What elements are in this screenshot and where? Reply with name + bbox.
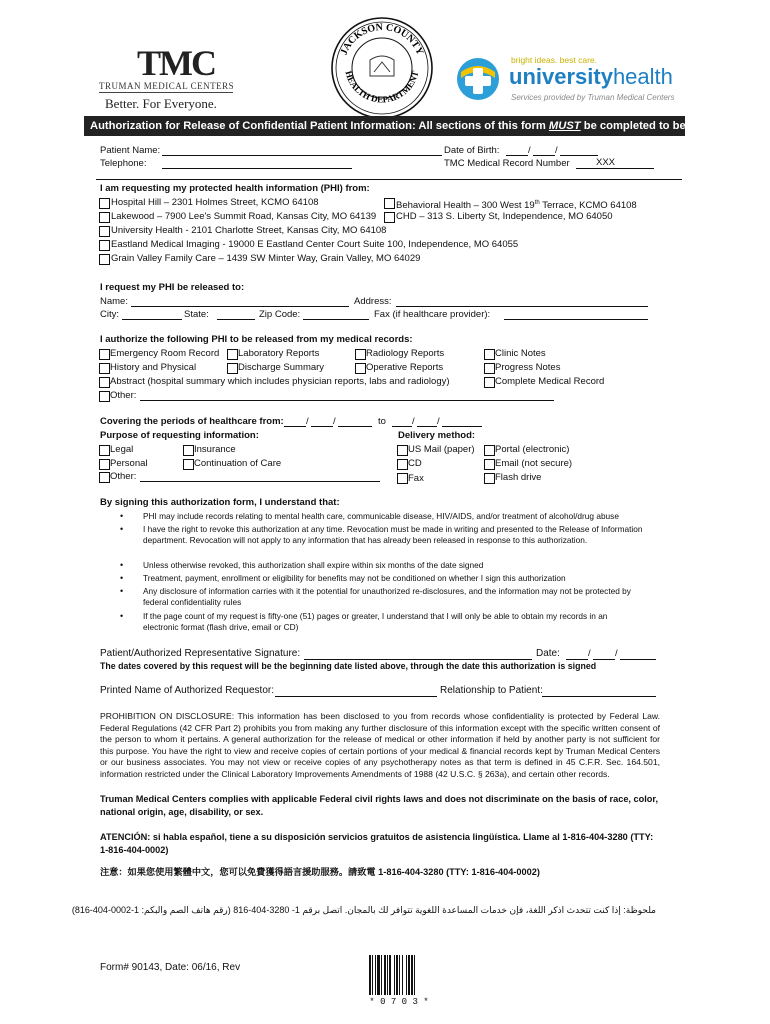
delivery-us-mail: US Mail (paper) — [408, 444, 475, 455]
dob-month-field[interactable] — [506, 155, 528, 156]
barcode-bar — [399, 955, 400, 995]
barcode-bar — [396, 955, 398, 995]
us-mail-checkbox[interactable] — [397, 445, 408, 456]
behavioral-health-checkbox[interactable] — [384, 198, 395, 209]
understand-bullet-1: PHI may include records relating to mental health care, communicable disease, HIV/AIDS, and/or treatment of alcohol/drug abuse — [143, 511, 619, 521]
purpose-heading: Purpose of requesting information: — [100, 430, 259, 441]
release-city-label: City: — [100, 309, 119, 320]
uh-tagline: bright ideas. best care. — [511, 55, 597, 65]
location-lakewood: Lakewood – 7900 Lee's Summit Road, Kansas City, MO 64139 — [111, 211, 377, 222]
tmc-mark: TMC — [137, 43, 215, 83]
banner-tail: be completed to be valid — [580, 120, 715, 132]
release-to-heading: I request my PHI be released to: — [100, 282, 245, 293]
legal-checkbox[interactable] — [99, 445, 110, 456]
period-from-day[interactable] — [311, 426, 333, 427]
purpose-insurance: Insurance — [194, 444, 236, 455]
barcode-bar — [414, 955, 415, 995]
portal-checkbox[interactable] — [484, 445, 495, 456]
release-zip-label: Zip Code: — [259, 309, 301, 320]
release-state-field[interactable] — [217, 319, 255, 320]
phi-er-record: Emergency Room Record — [110, 348, 220, 359]
purpose-legal: Legal — [110, 444, 134, 455]
location-chd: CHD – 313 S. Liberty St, Independence, MO 64050 — [396, 211, 613, 222]
tmc-rule — [99, 92, 233, 93]
discharge-summary-checkbox[interactable] — [227, 363, 238, 374]
delivery-email: Email (not secure) — [495, 458, 573, 469]
purpose-personal: Personal — [110, 458, 148, 469]
bh-sup: th — [534, 200, 540, 206]
signature-date-year[interactable] — [620, 659, 656, 660]
dob-day-field[interactable] — [533, 155, 555, 156]
section-divider — [96, 179, 682, 180]
bullet-dot: • — [120, 511, 124, 521]
uh-plus-icon — [455, 56, 501, 102]
delivery-flash-drive: Flash drive — [495, 472, 542, 483]
understand-bullet-2: I have the right to revoke this authorization at any time. Revocation must be made in writing and presented to the Release of Information department. Revocation will not apply to any information that has already been released in response to this authorization. — [143, 524, 643, 546]
barcode-bar — [387, 955, 388, 995]
location-grain-valley: Grain Valley Family Care – 1439 SW Minter Way, Grain Valley, MO 64029 — [111, 253, 421, 264]
delivery-heading: Delivery method: — [398, 430, 476, 441]
dob-label: Date of Birth: — [444, 145, 500, 156]
release-zip-field[interactable] — [303, 319, 369, 320]
lakewood-checkbox[interactable] — [99, 212, 110, 223]
seal-bottom-text: HEALTH DEPARTMENT — [343, 69, 421, 105]
location-eastland: Eastland Medical Imaging - 19000 E Eastland Center Court Suite 100, Independence, MO 64055 — [111, 239, 519, 250]
barcode-bar — [406, 955, 407, 995]
barcode-bar — [377, 955, 380, 995]
health-department-seal — [330, 16, 434, 120]
patient-name-field[interactable] — [162, 155, 442, 156]
location-behavioral-health — [396, 197, 637, 212]
periods-label: Covering the periods of healthcare from: — [100, 416, 284, 427]
complete-record-checkbox[interactable] — [484, 377, 495, 388]
barcode — [368, 955, 430, 995]
personal-checkbox[interactable] — [99, 459, 110, 470]
hospital-hill-checkbox[interactable] — [99, 198, 110, 209]
civil-rights-notice: Truman Medical Centers complies with applicable Federal civil rights laws and does not discriminate on the basis of race, color, national origin, age, disability, or sex. — [100, 794, 659, 817]
barcode-text: * 0 7 0 3 * — [369, 997, 429, 1007]
telephone-label: Telephone: — [100, 158, 147, 169]
release-name-label: Name: — [100, 296, 128, 307]
bullet-dot: • — [120, 586, 124, 596]
release-address-label: Address: — [354, 296, 392, 307]
bullet-dot: • — [120, 611, 124, 621]
arabic-notice: ملحوظة: إذا كنت تتحدث اذكر اللغة، فإن خدمات المساعدة اللغوية تتوافر لك بالمجان. اتصل برقم 1- 3280-404-816 (رقم هاتف الصم والبكم: 1-0002-404-816) — [71, 905, 656, 915]
barcode-bar — [408, 955, 410, 995]
form-number: Form# 90143, Date: 06/16, Rev — [100, 962, 241, 973]
telephone-field[interactable] — [162, 168, 352, 169]
uh-wordmark-rest: health — [612, 64, 673, 89]
prohibition-text: PROHIBITION ON DISCLOSURE: This information has been disclosed to you from records whose confidentiality is protected by Federal Law. Federal Regulations (42 CFR Part 2) prohibits you from making any further disclosure of this information except with the specific written consent of the person to whom it pertains. A general authorization for the release of medical or other information if held by another party is not sufficient for this purpose. You have the right to view and receive copies of certain portions of your medical & financial records kept by Truman Medical Centers or our business associates. You may not view or receive copies of any psychotherapy notes as that term is defined in 45 C.F.R. Sec. 164.501, information restricted under the Clinical Laboratory Improvements Amendments of 1988 (42 U.S.C. § 263a), and certain other records. — [100, 711, 660, 779]
operative-reports-checkbox[interactable] — [355, 363, 366, 374]
period-to-day[interactable] — [417, 426, 437, 427]
release-city-field[interactable] — [122, 319, 182, 320]
understand-bullet-6: If the page count of my request is fifty-one (51) pages or greater, I understand that I will only be able to obtain my records in an electronic format (flash drive, email or CD) — [143, 611, 608, 633]
relationship-label: Relationship to Patient: — [440, 685, 543, 696]
phi-radiology: Radiology Reports — [366, 348, 445, 359]
signature-date-label: Date: — [536, 648, 560, 659]
cd-checkbox[interactable] — [397, 459, 408, 470]
barcode-bar — [384, 955, 386, 995]
printed-name-label: Printed Name of Authorized Requestor: — [100, 685, 274, 696]
bh-text: Behavioral Health – 300 West 19 — [396, 200, 535, 212]
signature-label: Patient/Authorized Representative Signature: — [100, 648, 301, 659]
phi-clinic-notes: Clinic Notes — [495, 348, 546, 359]
continuation-care-checkbox[interactable] — [183, 459, 194, 470]
barcode-bar — [394, 955, 395, 995]
chd-checkbox[interactable] — [384, 212, 395, 223]
radiology-checkbox[interactable] — [355, 349, 366, 360]
release-state-label: State: — [184, 309, 209, 320]
location-university-health: University Health - 2101 Charlotte Street, Kansas City, MO 64108 — [111, 225, 387, 236]
lab-reports-checkbox[interactable] — [227, 349, 238, 360]
bh-tail: Terrace, KCMO 64108 — [539, 200, 637, 212]
release-address-field[interactable] — [396, 306, 648, 307]
understand-bullet-4: Treatment, payment, enrollment or eligibility for benefits may not be conditioned on whether I sign this authorization — [143, 573, 566, 583]
period-from-year[interactable] — [338, 426, 372, 427]
university-health-checkbox[interactable] — [99, 226, 110, 237]
uh-subtitle: Services provided by Truman Medical Centers — [511, 93, 675, 102]
release-fax-label: Fax (if healthcare provider): — [374, 309, 491, 320]
period-sep-2: / — [333, 416, 336, 427]
period-sep-1: / — [306, 416, 309, 427]
period-to-label: to — [378, 416, 386, 427]
uh-wordmark-bold: university — [509, 64, 613, 89]
phi-operative-reports: Operative Reports — [366, 362, 444, 373]
abstract-checkbox[interactable] — [99, 377, 110, 388]
phi-history-physical: History and Physical — [110, 362, 197, 373]
dob-year-field[interactable] — [560, 155, 598, 156]
relationship-field[interactable] — [542, 696, 656, 697]
understand-bullet-3: Unless otherwise revoked, this authorization shall expire within six months of the date signed — [143, 560, 484, 570]
barcode-bar — [372, 955, 373, 995]
release-name-field[interactable] — [131, 306, 349, 307]
mrn-label: TMC Medical Record Number — [444, 158, 570, 169]
locations-heading: I am requesting my protected health information (PHI) from: — [100, 183, 370, 194]
banner-lead: Authorization for Release of Confidential Patient Information: All sections of this form — [90, 120, 549, 132]
seal-top-text: JACKSON COUNTY — [338, 21, 426, 57]
release-fax-field[interactable] — [504, 319, 648, 320]
banner-must: MUST — [548, 120, 581, 132]
period-to-year[interactable] — [442, 426, 482, 427]
phi-discharge-summary: Discharge Summary — [238, 362, 325, 373]
purpose-continuation: Continuation of Care — [194, 458, 282, 469]
phi-progress-notes: Progress Notes — [495, 362, 561, 373]
delivery-portal: Portal (electronic) — [495, 444, 570, 455]
email-checkbox[interactable] — [484, 459, 495, 470]
understand-bullet-5: Any disclosure of information carries with it the potential for unauthorized re-disclosures, and the information may not be protected by federal confidentiality rules — [143, 586, 631, 608]
barcode-bar — [369, 955, 371, 995]
period-to-month[interactable] — [392, 426, 412, 427]
insurance-checkbox[interactable] — [183, 445, 194, 456]
phi-other-field[interactable] — [140, 400, 554, 401]
university-health-logo — [455, 52, 675, 112]
progress-notes-checkbox[interactable] — [484, 363, 495, 374]
bullet-dot: • — [120, 524, 124, 534]
clinic-notes-checkbox[interactable] — [484, 349, 495, 360]
tmc-logo — [97, 40, 237, 110]
understand-heading: By signing this authorization form, I understand that: — [100, 497, 340, 508]
spanish-notice: ATENCIÓN: si habla español, tiene a su disposición servicios gratuitos de asistencia lingüística. Llame al 1-816-404-3280 (TTY: 1-816-404-0002) — [100, 832, 654, 855]
purpose-other-field[interactable] — [140, 481, 380, 482]
tmc-name: TRUMAN MEDICAL CENTERS — [99, 81, 235, 91]
phi-heading: I authorize the following PHI to be released from my medical records: — [100, 334, 413, 345]
chinese-notice: 注意：如果您使用繁體中文，您可以免費獲得語言援助服務。請致電 1-816-404-3280 (TTY: 1-816-404-0002) — [100, 867, 540, 877]
barcode-bar — [389, 955, 391, 995]
location-hospital-hill: Hospital Hill – 2301 Holmes Street, KCMO 64108 — [111, 197, 319, 208]
barcode-bar — [402, 955, 403, 995]
history-physical-checkbox[interactable] — [99, 363, 110, 374]
barcode-bar — [411, 955, 413, 995]
barcode-bar — [375, 955, 376, 995]
period-sep-3: / — [412, 416, 415, 427]
patient-name-label: Patient Name: — [100, 145, 161, 156]
phi-other-checkbox[interactable] — [99, 391, 110, 402]
dob-sep-1: / — [528, 145, 531, 156]
barcode-bar — [381, 955, 382, 995]
delivery-fax: Fax — [408, 473, 424, 484]
delivery-cd: CD — [408, 458, 422, 469]
bullet-dot: • — [120, 560, 124, 570]
phi-abstract: Abstract (hospital summary which includes physician reports, labs and radiology) — [110, 376, 450, 387]
fax-checkbox[interactable] — [397, 473, 408, 484]
form-title-banner — [84, 116, 715, 136]
signature-date-day[interactable] — [593, 659, 615, 660]
sig-date-sep-1: / — [588, 648, 591, 659]
mrn-value: XXX — [596, 157, 616, 168]
period-sep-4: / — [437, 416, 440, 427]
signature-note: The dates covered by this request will be the beginning date listed above, through the date this authorization is signed — [100, 661, 597, 671]
phi-other-label: Other: — [110, 390, 137, 401]
phi-complete-record: Complete Medical Record — [495, 376, 605, 387]
purpose-other-checkbox[interactable] — [99, 472, 110, 483]
flash-drive-checkbox[interactable] — [484, 473, 495, 484]
grain-valley-checkbox[interactable] — [99, 254, 110, 265]
purpose-other-label: Other: — [110, 471, 137, 482]
period-from-month[interactable] — [284, 426, 306, 427]
uh-wordmark — [509, 64, 673, 90]
eastland-checkbox[interactable] — [99, 240, 110, 251]
bullet-dot: • — [120, 573, 124, 583]
phi-lab-reports: Laboratory Reports — [238, 348, 320, 359]
er-record-checkbox[interactable] — [99, 349, 110, 360]
dob-sep-2: / — [555, 145, 558, 156]
tmc-tagline: Better. For Everyone. — [105, 96, 217, 111]
printed-name-field[interactable] — [275, 696, 437, 697]
sig-date-sep-2: / — [615, 648, 618, 659]
